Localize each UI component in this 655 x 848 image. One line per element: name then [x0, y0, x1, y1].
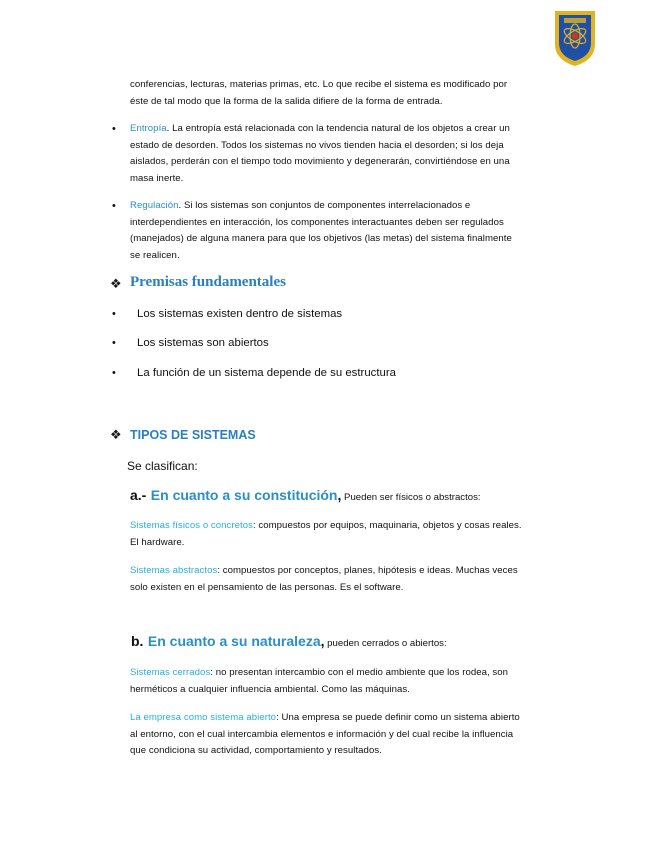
intro-line-2: éste de tal modo que la forma de la salida difiere de la forma de entrada. [130, 95, 443, 107]
entropia-paragraph: Entropía. La entropía está relacionada con la tendencia natural de los objetos a crear un estado de desorden. Todos los sistemas no vivos tienden hacia el desorden; si los deja aislados, perderán con el tiempo todo movimiento y degenerarán, convirtiéndose en una masa inerte. [130, 123, 510, 184]
university-crest-icon [552, 8, 598, 68]
tipos-intro: Se clasifican: [127, 459, 198, 473]
sistemas-abstractos-term: Sistemas abstractos [130, 565, 218, 576]
premisa-item: Los sistemas existen dentro de sistemas [137, 308, 343, 320]
section-a-prefix: a.- [130, 487, 147, 503]
section-a-heading: a.- En cuanto a su constitución, Pueden ser físicos o abstractos: [130, 487, 481, 503]
bullet-dot: • [112, 367, 116, 379]
bullet-dot: • [112, 308, 116, 320]
section-b-tail: pueden cerrados o abiertos: [324, 638, 447, 649]
empresa-abierto-term: La empresa como sistema abierto [130, 712, 277, 723]
section-b-title: En cuanto a su naturaleza [147, 633, 321, 649]
premisas-heading: Premisas fundamentales [130, 274, 286, 290]
premisa-item: Los sistemas son abiertos [137, 337, 269, 349]
sistemas-cerrados-paragraph: Sistemas cerrados: no presentan intercambio con el medio ambiente que los rodea, son herméticos a cualquier influencia ambiental. Como las máquinas. [130, 667, 509, 695]
regulacion-paragraph: Regulación. Si los sistemas son conjuntos de componentes interrelacionados e interdependientes en interacción, los componentes interactuantes deben ser regulados (manejados) de alguna manera para que los objetivos (las metas) del sistema finalmente se realicen. [130, 200, 512, 261]
empresa-abierto-paragraph: La empresa como sistema abierto: Una empresa se puede definir como un sistema abierto al entorno, con el cual intercambia elementos e información y del cual recibe la influencia que condiciona su actividad, comportamiento y resultados. [130, 712, 520, 756]
diamond-bullet-icon: ❖ [110, 427, 122, 442]
intro-line-1: conferencias, lecturas, materias primas, etc. Lo que recibe el sistema es modificado por [130, 79, 508, 90]
section-a-title: En cuanto a su constitución [150, 487, 338, 503]
sistemas-fisicos-paragraph: Sistemas físicos o concretos: compuestos por equipos, maquinaria, objetos y cosas reales. El hardware. [130, 520, 522, 548]
entropia-term: Entropía [130, 123, 167, 134]
sistemas-cerrados-term: Sistemas cerrados [130, 667, 211, 678]
tipos-heading: TIPOS DE SISTEMAS [130, 428, 256, 442]
regulacion-term: Regulación [130, 200, 179, 211]
sistemas-abstractos-paragraph: Sistemas abstractos: compuestos por conceptos, planes, hipótesis e ideas. Muchas veces solo existen en el pensamiento de las personas. Es el software. [130, 565, 518, 593]
bullet-dot: • [112, 200, 116, 212]
bullet-dot: • [112, 337, 116, 349]
intro-paragraph [130, 77, 570, 110]
section-b-heading: b. En cuanto a su naturaleza, pueden cerrados o abiertos: [131, 633, 447, 649]
sistemas-fisicos-term: Sistemas físicos o concretos [130, 520, 253, 531]
university-crest-logo [552, 8, 598, 68]
section-a-tail: Pueden ser físicos o abstractos: [341, 492, 481, 503]
bullet-dot: • [112, 123, 116, 135]
diamond-bullet-icon: ❖ [110, 276, 122, 291]
section-b-prefix: b. [131, 633, 144, 649]
premisa-item: La función de un sistema depende de su estructura [137, 367, 396, 379]
